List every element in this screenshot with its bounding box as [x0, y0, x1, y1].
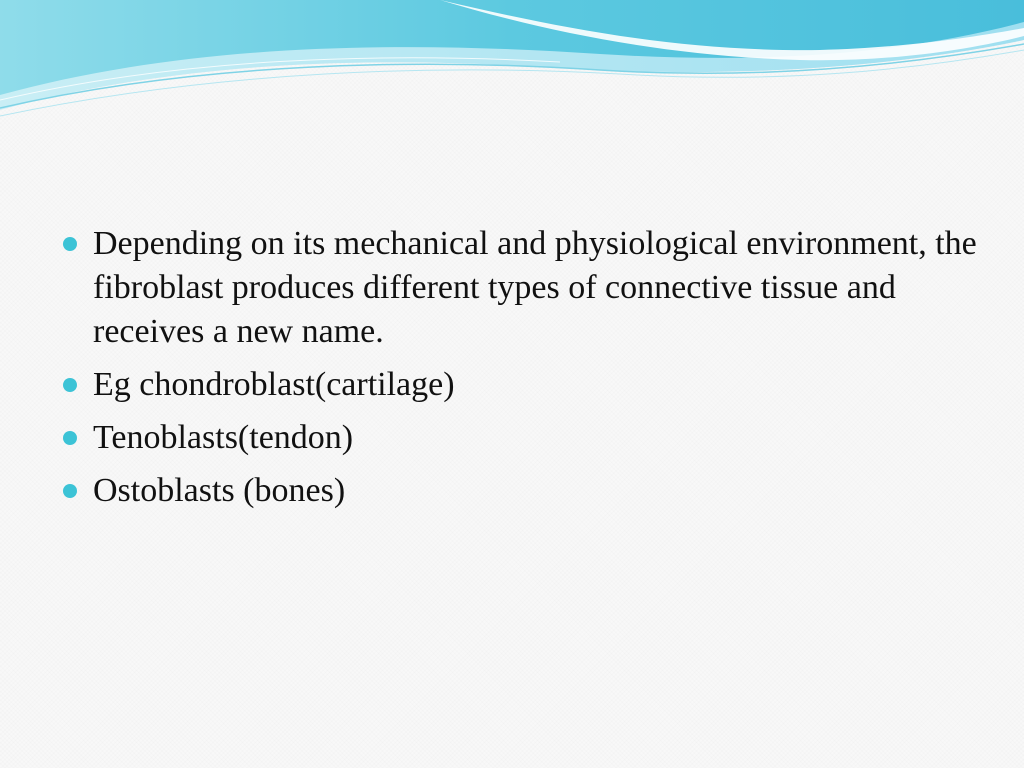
bullet-text: Eg chondroblast(cartilage)	[93, 366, 455, 403]
bullet-item	[60, 222, 980, 354]
bullet-item	[60, 416, 980, 460]
bullet-text: Tenoblasts(tendon)	[93, 419, 354, 456]
bullet-list	[60, 222, 980, 513]
bullet-item	[60, 363, 980, 407]
bullet-dot-icon	[63, 237, 77, 251]
bullet-text: Depending on its mechanical and physiological environment, the fibroblast produces different types of connective tissue and receives a new name.	[93, 225, 977, 350]
bullet-dot-icon	[63, 484, 77, 498]
bullet-text: Ostoblasts (bones)	[93, 472, 346, 509]
bullet-dot-icon	[63, 431, 77, 445]
slide-body	[60, 222, 980, 522]
header-wave-decoration	[0, 0, 1024, 130]
bullet-dot-icon	[63, 378, 77, 392]
bullet-item	[60, 469, 980, 513]
